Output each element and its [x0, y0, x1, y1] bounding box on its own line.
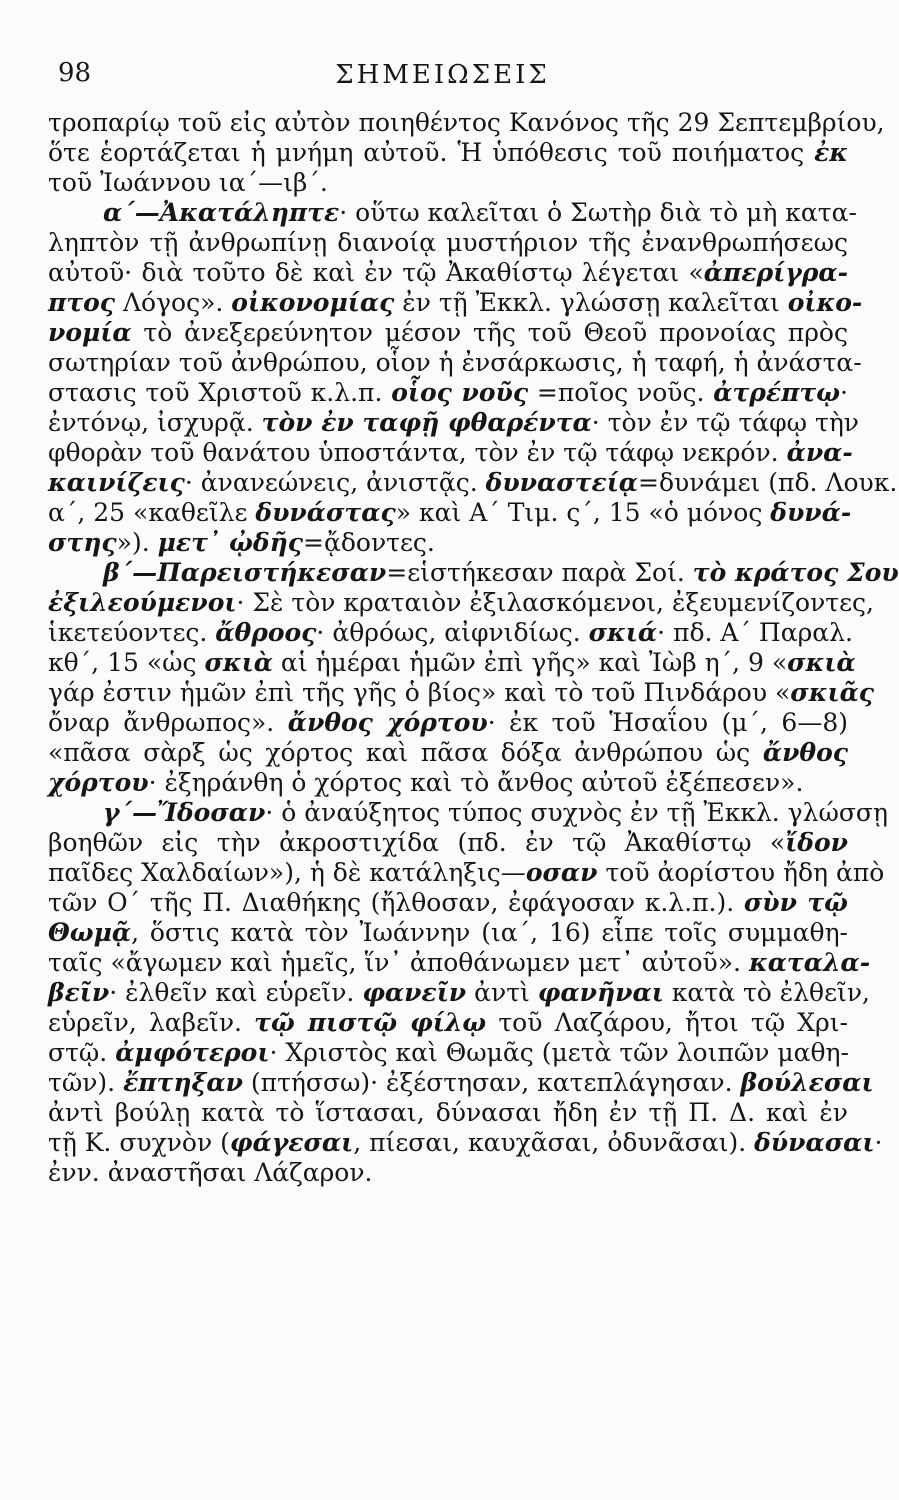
emphasized-term: τὸ κράτος Σου: [692, 558, 899, 587]
emphasized-term: ἀτρέπτῳ: [713, 378, 841, 407]
emphasized-term: τῷ πιστῷ φίλῳ: [254, 1008, 487, 1037]
text-run: ἀντὶ: [466, 978, 538, 1007]
text-line: [48, 468, 898, 498]
text-run: · ἀνανεώνεις, ἀνιστᾷς.: [184, 468, 486, 497]
text-line: [48, 1098, 848, 1128]
emphasized-term: γ΄—: [103, 798, 158, 827]
emphasized-term: οἷος νοῦς: [391, 378, 529, 407]
notes-text: [48, 108, 899, 1188]
emphasized-term: καινίζεις: [48, 468, 185, 497]
text-line: [48, 318, 848, 348]
emphasized-term: μετ᾽ ᾠδῆς: [157, 528, 304, 557]
emphasized-term: σκιᾶς: [790, 678, 875, 707]
text-line: [48, 618, 853, 648]
text-line: [48, 588, 875, 618]
text-run: ληπτὸν τῇ ἀνθρωπίνῃ διανοίᾳ μυστήριον τῆς ἐνανθρωπήσεως: [48, 228, 848, 257]
text-run: «πᾶσα σὰρξ ὡς χόρτος καὶ πᾶσα δόξα ἀνθρώπου ὡς: [48, 738, 763, 767]
text-line: [48, 1008, 848, 1038]
text-run: ἐντόνῳ, ἰσχυρᾷ.: [48, 408, 262, 437]
text-line: [48, 348, 862, 378]
text-run: κατὰ τὸ ἐλθεῖν,: [663, 978, 870, 1007]
text-run: ·: [840, 378, 848, 407]
text-run: βοηθῶν εἰς τὴν ἀκροστιχίδα (πδ. ἐν τῷ Ἀκαθίστῳ «: [48, 828, 786, 857]
text-run: αἱ ἡμέραι ἡμῶν ἐπὶ γῆς» καὶ Ἰὼβ η΄, 9 «: [272, 648, 788, 677]
text-run: =δυνάμει (πδ. Λουκ.: [638, 468, 898, 497]
emphasized-term: ἀμφότεροι: [115, 1038, 270, 1067]
text-run: =ποῖος νοῦς.: [528, 378, 714, 407]
emphasized-term: ἄθροος: [215, 618, 317, 647]
text-run: τῇ Κ. συχνὸν (: [48, 1128, 230, 1157]
text-line: [48, 918, 848, 948]
emphasized-term: δυνά-: [770, 498, 852, 527]
text-line: [48, 708, 848, 738]
text-line: [48, 1038, 848, 1068]
text-line: [48, 978, 870, 1008]
emphasized-term: φάγεσαι: [229, 1128, 354, 1157]
text-run: ταῖς «ἄγωμεν καὶ ἡμεῖς, ἵν᾽ ἀποθάνωμεν μετ᾽ αὐτοῦ».: [48, 948, 749, 977]
text-line: [48, 108, 885, 138]
emphasized-term: β΄—: [103, 558, 158, 587]
text-run: γάρ ἐστιν ἡμῶν ἐπὶ τῆς γῆς ὁ βίος» καὶ τὸ τοῦ Πινδάρου «: [48, 678, 791, 707]
text-run: · ἐκ τοῦ Ἡσαΐου (μ΄, 6—8): [487, 708, 848, 737]
emphasized-term: φανῆναι: [537, 978, 664, 1007]
text-run: · Χριστὸς καὶ Θωμᾶς (μετὰ τῶν λοιπῶν μαθη-: [269, 1038, 849, 1067]
text-run: Λόγος».: [115, 288, 232, 317]
text-run: ὅτε ἑορτάζεται ἡ μνήμη αὐτοῦ. Ἡ ὑπόθεσις τοῦ ποιήματος: [48, 138, 815, 167]
text-run: =εἱστήκεσαν παρὰ Σοί.: [386, 558, 693, 587]
emphasized-term: σκιὰ: [204, 648, 273, 677]
text-run: φθορὰν τοῦ θανάτου ὑποστάντα, τὸν ἐν τῷ τάφῳ νεκρόν.: [48, 438, 787, 467]
text-run: =ᾄδοντες.: [303, 528, 435, 557]
text-run: · ὁ ἀναύξητος τύπος συχνὸς ἐν τῇ Ἐκκλ. γλώσσῃ: [265, 798, 888, 827]
emphasized-term: Θωμᾷ: [48, 918, 132, 947]
text-run: τῶν Ο΄ τῆς Π. Διαθήκης (ἤλθοσαν, ἐφάγοσαν κ.λ.π.).: [48, 888, 744, 917]
emphasized-term: οἰκο-: [787, 288, 863, 317]
emphasized-term: φανεῖν: [362, 978, 467, 1007]
text-run: ·: [874, 1128, 883, 1157]
text-run: τοῦ ἀορίστου ἤδη ἀπὸ: [597, 858, 885, 887]
text-line: [48, 888, 848, 918]
text-line: [48, 768, 848, 798]
emphasized-term: ἐξιλεούμενοι: [48, 588, 237, 617]
text-line: [48, 378, 848, 408]
text-line: [48, 1128, 883, 1158]
page-number: 98: [58, 58, 92, 88]
text-run: , ὅστις κατὰ τὸν Ἰωάννην (ια΄, 16) εἶπε τοῖς συμμαθη-: [131, 918, 848, 947]
text-run: στασις τοῦ Χριστοῦ κ.λ.π.: [48, 378, 392, 407]
text-run: · ἀθρόως, αἰφνιδίως.: [316, 618, 589, 647]
text-run: ἐν τῇ Ἐκκλ. γλώσσῃ καλεῖται: [394, 288, 788, 317]
text-run: · Σὲ τὸν κραταιὸν ἐξιλασκόμενοι, ἐξευμενίζοντες,: [236, 588, 875, 617]
emphasized-term: τὸν ἐν ταφῇ φθαρέντα: [261, 408, 592, 437]
emphasized-term: σκιά: [588, 618, 658, 647]
emphasized-term: ἴδον: [785, 828, 848, 857]
running-title: ΣΗΜΕΙΩΣΕΙΣ: [335, 60, 550, 90]
text-line: [48, 258, 848, 288]
text-line: [48, 678, 875, 708]
emphasized-term: δύνασαι: [754, 1128, 875, 1157]
text-run: τροπαρίῳ τοῦ εἰς αὐτὸν ποιηθέντος Κανόνος τῆς 29 Σεπτεμβρίου,: [48, 108, 885, 137]
emphasized-term: σὺν τῷ: [743, 888, 848, 917]
text-run: ἱκετεύοντες.: [48, 618, 216, 647]
text-run: παῖδες Χαλδαίων»), ἡ δὲ κατάληξις—: [48, 858, 526, 887]
text-line: [48, 498, 852, 528]
emphasized-term: πτος: [48, 288, 116, 317]
emphasized-term: ἀπερίγρα-: [703, 258, 848, 287]
text-line: [48, 1068, 874, 1098]
emphasized-term: βεῖν: [48, 978, 110, 1007]
text-line: [48, 438, 853, 468]
text-run: α΄, 25 «καθεῖλε: [48, 498, 256, 527]
text-run: ἀντὶ βούλῃ κατὰ τὸ ἵστασαι, δύνασαι ἤδη ἐν τῇ Π. Δ. καὶ ἐν: [48, 1098, 848, 1127]
text-run: · πδ. Α΄ Παραλ.: [657, 618, 853, 647]
emphasized-term: οἰκονομίας: [231, 288, 395, 317]
emphasized-term: Παρειστήκεσαν: [157, 558, 387, 587]
text-line: [48, 798, 888, 828]
text-line: [48, 288, 863, 318]
text-run: τὸ ἀνεξερεύνητον μέσον τῆς τοῦ Θεοῦ προνοίας πρὸς: [131, 318, 848, 347]
emphasized-term: ἄνθος: [762, 738, 848, 767]
text-run: · τὸν ἐν τῷ τάφῳ τὴν: [591, 408, 859, 437]
text-run: (πτήσσω)· ἐξέστησαν, κατεπλάγησαν.: [242, 1068, 741, 1097]
text-line: [48, 558, 899, 588]
text-run: » καὶ Α΄ Τιμ. ς΄, 15 «ὁ μόνος: [395, 498, 771, 527]
text-run: , πίεσαι, καυχᾶσαι, ὀδυνᾶσαι).: [353, 1128, 755, 1157]
text-run: · ἐλθεῖν καὶ εὑρεῖν.: [109, 978, 363, 1007]
emphasized-term: νομία: [48, 318, 132, 347]
text-run: »).: [116, 528, 158, 557]
emphasized-term: σκιὰ: [787, 648, 856, 677]
text-line: [48, 408, 859, 438]
emphasized-term: ἔπτηξαν: [123, 1068, 243, 1097]
text-line: [48, 858, 885, 888]
text-run: · οὕτω καλεῖται ὁ Σωτὴρ διὰ τὸ μὴ κατα-: [339, 198, 857, 227]
text-run: ὄναρ ἄνθρωπος».: [48, 708, 288, 737]
text-run: τῶν).: [48, 1068, 124, 1097]
text-line: [48, 1158, 848, 1188]
emphasized-term: δυνάστας: [255, 498, 396, 527]
text-run: τοῦ Λαζάρου, ἤτοι τῷ Χρι-: [486, 1008, 848, 1037]
emphasized-term: δυναστείᾳ: [485, 468, 639, 497]
emphasized-term: ἐκ: [814, 138, 848, 167]
text-run: · ἐξηράνθη ὁ χόρτος καὶ τὸ ἄνθος αὐτοῦ ἐξέπεσεν».: [148, 768, 804, 797]
text-run: αὐτοῦ· διὰ τοῦτο δὲ καὶ ἐν τῷ Ἀκαθίστῳ λέγεται «: [48, 258, 704, 287]
emphasized-term: χόρτου: [48, 768, 149, 797]
text-line: [48, 528, 848, 558]
text-run: εὑρεῖν, λαβεῖν.: [48, 1008, 255, 1037]
emphasized-term: στης: [48, 528, 117, 557]
emphasized-term: Ἴδοσαν: [157, 798, 266, 827]
emphasized-term: ἄνθος χόρτου: [287, 708, 488, 737]
text-run: σωτηρίαν τοῦ ἀνθρώπου, οἷον ἡ ἐνσάρκωσις, ἡ ταφή, ἡ ἀνάστα-: [48, 348, 862, 377]
emphasized-term: ἀνα-: [786, 438, 853, 467]
emphasized-term: βούλεσαι: [740, 1068, 874, 1097]
text-line: [48, 648, 856, 678]
text-line: [48, 228, 848, 258]
emphasized-term: οσαν: [525, 858, 598, 887]
emphasized-term: Ἀκατάληπτε: [159, 198, 340, 227]
emphasized-term: α΄—: [103, 198, 160, 227]
text-line: [48, 168, 848, 198]
text-run: στῷ.: [48, 1038, 116, 1067]
page-header: [0, 58, 885, 98]
emphasized-term: καταλα-: [748, 948, 871, 977]
text-line: [48, 828, 848, 858]
text-line: [48, 738, 848, 768]
text-run: κθ΄, 15 «ὡς: [48, 648, 205, 677]
text-line: [48, 138, 848, 168]
text-run: ἐνν. ἀναστῆσαι Λάζαρον.: [48, 1158, 373, 1187]
text-line: [48, 948, 871, 978]
text-line: [48, 198, 857, 228]
text-run: τοῦ Ἰωάννου ια΄—ιβ΄.: [48, 168, 328, 197]
